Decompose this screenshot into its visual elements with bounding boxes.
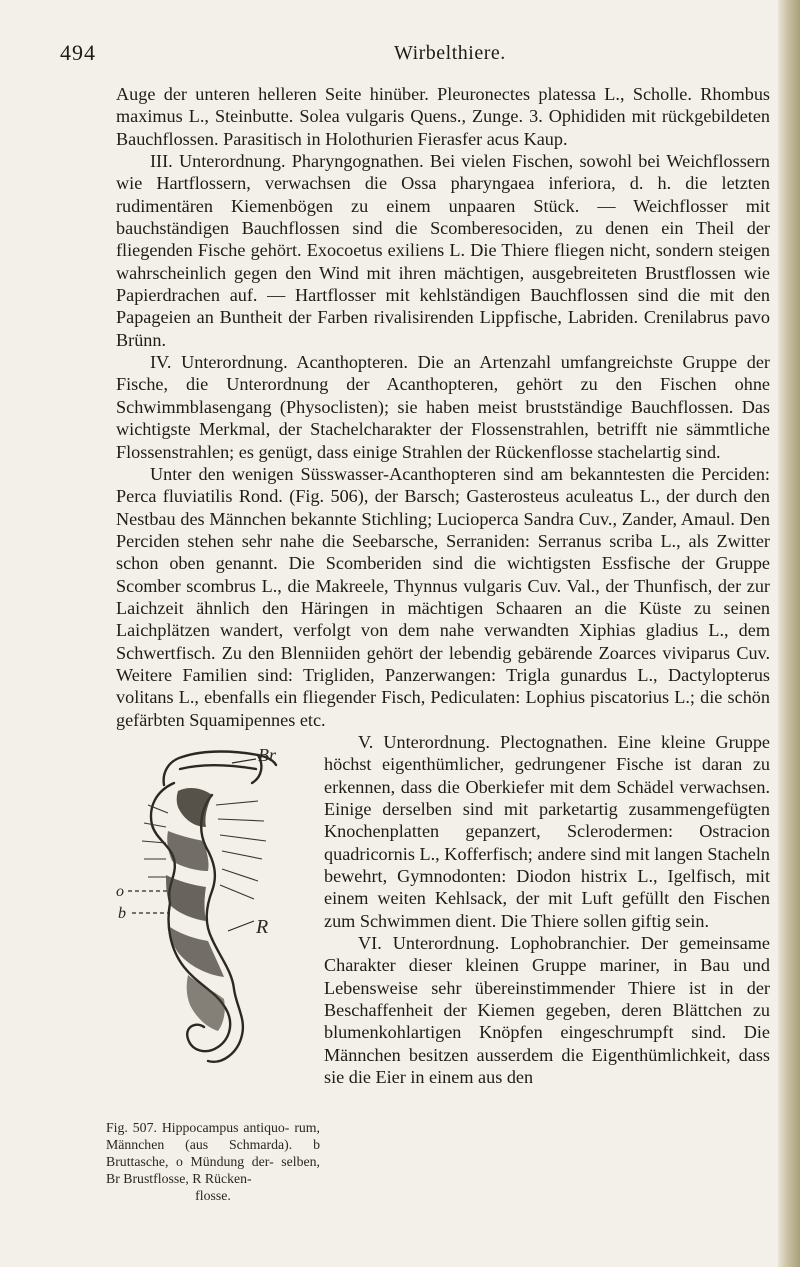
body-text: [106, 83, 770, 1203]
seahorse-illustration: [108, 735, 320, 1097]
paragraph: III. Unterordnung. Pharyngognathen. Bei vielen Fischen, sowohl bei Weichflossern wie Hartflossern, verwachsen die Ossa pharyngaea inferiora, d. h. die letzten rudimentären Kiemenbögen zu einem unpaaren Stück. — Weichflosser mit bauchständigen Bauchflossen sind die Scomberesociden, zu denen ein Theil der fliegenden Fische gehört. Exocoetus exiliens L. Die Thiere fliegen nicht, sondern steigen wahrscheinlich gegen den Wind mit ihren mächtigen, ausgebreiteten Brustflossen wie Papierdrachen auf. — Hartflosser mit kehlständigen Bauchflossen sind die mit den Papageien an Buntheit der Farben rivalisirenden Lippfische, Labriden. Crenilabrus pavo Brünn.: [116, 151, 770, 350]
figure-507: [106, 731, 320, 1203]
caption-line: rum, Männchen (aus Schmarda).: [106, 1119, 320, 1152]
paragraph: V. Unterordnung. Plectognathen. Eine kleine Gruppe höchst eigenthümlicher, gedrungener Fische ist daran zu erkennen, dass die Oberkiefer mit dem Schädel verwachsen. Einige derselben sind mit parketartig zusammengefügten Knochenplatten gepanzert, Sclerodermen: Ostracion quadricornis L., Kofferfisch; andere sind mit langen Stacheln bewehrt, Gymnodonten: Diodon histrix L., Igelfisch, mit einem weiten Kehlsack, der mit Luft gefüllt den Fischen zum Schwimmen dient. Die Thiere sollen giftig sein.: [324, 731, 770, 931]
caption-line: flosse.: [195, 1187, 231, 1203]
caption-line: selben, Br Brustflosse, R Rücken-: [106, 1153, 320, 1186]
figure-label-br: Br: [258, 744, 276, 765]
page-edge-shadow: [778, 0, 800, 1267]
paragraph: IV. Unterordnung. Acanthopteren. Die an Artenzahl umfangreichste Gruppe der Fische, die Unterordnung der Acanthopteren, gehört zu den Fischen ohne Schwimmblasengang (Physoclisten); sie haben meist brustständige Bauchflossen. Das wichtigste Merkmal, der Stachelcharakter der Flossenstrahlen, betrifft nie sämmtliche Flossenstrahlen; es genügt, dass einige Strahlen der Rückenflosse stachelartig sind.: [116, 352, 770, 462]
running-head: Wirbelthiere.: [394, 42, 506, 64]
caption-line: b Bruttasche, o Mündung der-: [106, 1136, 320, 1169]
figure-label-r: R: [256, 915, 269, 938]
page-header: [60, 40, 740, 72]
paragraph: VI. Unterordnung. Lophobranchier. Der gemeinsame Charakter dieser kleinen Gruppe mariner, in Bau und Lebensweise sehr übereinstimmender Thiere ist in der Beschaffenheit der Kiemen gegeben, deren Blättchen zu blumenkohlartigen Knöpfen eingeschrumpft sind. Die Männchen besitzen ausserdem die Eigenthümlichkeit, dass sie die Eier in einem aus den: [324, 933, 770, 1088]
caption-line: Fig. 507. Hippocampus antiquo-: [106, 1119, 290, 1135]
page-number: 494: [60, 40, 96, 65]
figure-label-o: o: [116, 882, 124, 900]
paragraph: Auge der unteren helleren Seite hinüber. Pleuronectes platessa L., Scholle. Rhombus maximus L., Steinbutte. Solea vulgaris Quens., Zunge. 3. Ophididen mit rückgebildeten Bauchflossen. Parasitisch in Holothurien Fierasfer acus Kaup.: [116, 84, 770, 149]
figure-label-b: b: [118, 904, 126, 922]
paragraph: Unter den wenigen Süsswasser-Acanthopteren sind am bekanntesten die Perciden: Perca fluviatilis Rond. (Fig. 506), der Barsch; Gasterosteus aculeatus L., der durch den Nestbau des Männchen bekannte Stichling; Lucioperca Sandra Cuv., Zander, Amaul. Den Perciden stehen sehr nahe die Seebarsche, Serraniden: Serranus scriba L., als Zwitter schon oben genannt. Die Scomberiden sind die wichtigsten Essfische der Gruppe Scomber scombrus L., die Makreele, Thynnus vulgaris Cuv. Val., der Thunfisch, der zur Laichzeit ähnlich den Häringen in mächtigen Schaaren an die Küste zu seinen Laichplätzen wandert, verfolgt von dem nahe verwandten Xiphias gladius L., dem Schwertfisch. Zu den Blenniiden gehört der lebendig gebärende Zoarces viviparus Cuv. Weitere Familien sind: Trigliden, Panzerwangen: Trigla gunardus L., Dactylopterus volitans L., ebenfalls ein fliegender Fisch, Pediculaten: Lophius piscatorius L.; die schön gefärbten Squamipennes etc.: [116, 463, 770, 730]
figure-caption: [106, 1119, 320, 1204]
